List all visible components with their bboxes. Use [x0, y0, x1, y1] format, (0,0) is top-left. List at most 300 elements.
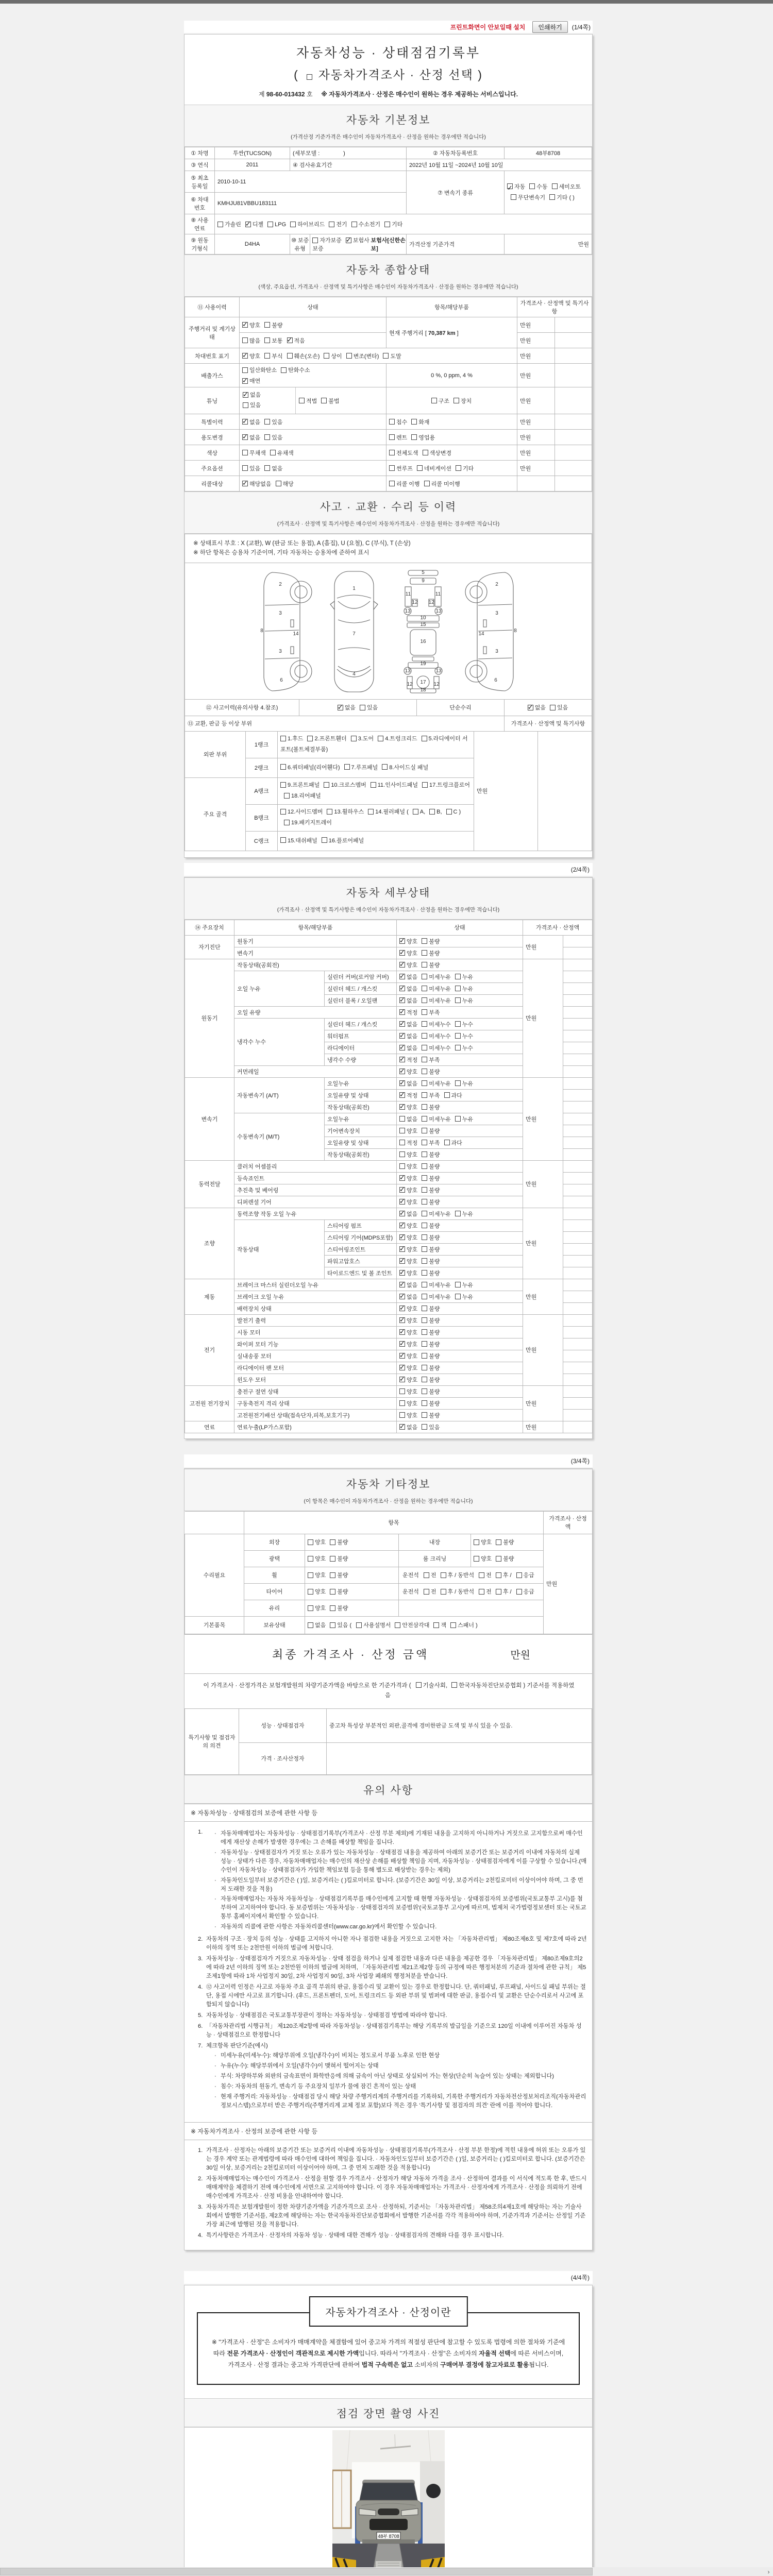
checkbox[interactable] — [399, 997, 405, 1003]
option-label: 운전석 — [402, 1572, 419, 1579]
checkbox[interactable] — [399, 1128, 405, 1133]
checkbox[interactable] — [422, 1057, 427, 1062]
checkbox[interactable] — [507, 183, 513, 189]
checkbox[interactable] — [422, 962, 427, 968]
checkbox[interactable] — [455, 1282, 461, 1287]
checkbox[interactable] — [422, 1341, 427, 1347]
checkbox[interactable] — [399, 938, 405, 944]
checkbox[interactable] — [450, 1622, 456, 1628]
checkbox[interactable] — [423, 450, 428, 455]
checkbox[interactable] — [324, 782, 329, 788]
checkbox[interactable] — [422, 1282, 427, 1287]
notice-item-number: 4. — [198, 2232, 203, 2239]
checkbox[interactable] — [327, 809, 332, 815]
checkbox[interactable] — [422, 1377, 427, 1382]
checkbox[interactable] — [516, 1589, 522, 1595]
checkbox[interactable] — [422, 1388, 427, 1394]
state-cell — [397, 1030, 523, 1042]
checkbox[interactable] — [264, 419, 270, 425]
device-cell: 동력전달 — [185, 1160, 234, 1208]
checkbox[interactable] — [321, 398, 327, 403]
checkbox[interactable] — [389, 434, 395, 440]
checkbox[interactable] — [399, 1080, 405, 1086]
checkbox[interactable] — [270, 450, 276, 455]
checkbox[interactable] — [474, 1556, 479, 1562]
checkbox[interactable] — [399, 1175, 405, 1181]
checkbox[interactable] — [399, 1199, 405, 1205]
checkbox[interactable] — [455, 1045, 461, 1050]
checkbox[interactable] — [399, 1258, 405, 1264]
checkbox[interactable] — [422, 1424, 427, 1430]
checkbox[interactable] — [455, 997, 461, 1003]
checkbox[interactable] — [422, 1116, 427, 1122]
checkbox[interactable] — [511, 194, 516, 200]
checkbox[interactable] — [422, 1128, 427, 1133]
price-survey-select-checkbox[interactable] — [307, 74, 312, 80]
checkbox[interactable] — [422, 997, 427, 1003]
checkbox[interactable] — [516, 1572, 522, 1578]
checkbox[interactable] — [267, 222, 273, 227]
checkbox[interactable] — [399, 1151, 405, 1157]
checkbox[interactable] — [264, 337, 270, 343]
checkbox[interactable] — [280, 782, 286, 788]
checkbox[interactable] — [338, 705, 343, 710]
diagram-part-number: 8 — [513, 628, 517, 634]
checkbox[interactable] — [441, 1572, 446, 1578]
checkbox[interactable] — [422, 1329, 427, 1335]
checkbox[interactable] — [399, 1282, 405, 1287]
checkbox[interactable] — [455, 1080, 461, 1086]
checkbox[interactable] — [281, 367, 287, 373]
option-label: 양호 — [407, 1353, 418, 1360]
diagram-part-number: 7 — [352, 631, 356, 637]
checkbox[interactable] — [422, 1258, 427, 1264]
scrollbar-thumb[interactable] — [0, 2568, 593, 2575]
option-label: C ) — [453, 809, 461, 816]
checkbox[interactable] — [424, 1589, 429, 1595]
notice-head-2: ※ 자동차가격조사 · 산정의 보증에 관한 사항 등 — [184, 2122, 592, 2140]
option-label: 12.사이드멤버 — [288, 809, 323, 816]
checkbox[interactable] — [422, 1400, 427, 1406]
option-label: 양호 — [407, 1388, 418, 1395]
checkbox[interactable] — [422, 1412, 427, 1418]
checkbox[interactable] — [399, 1234, 405, 1240]
checkbox[interactable] — [389, 419, 395, 425]
notice-items-2 — [184, 2140, 592, 2250]
checkbox[interactable] — [399, 974, 405, 979]
option-label: 미세누유 — [429, 974, 451, 980]
notice-item-text: ⑫ 사고이력 인정은 사고로 자동차 주요 골격 부위의 판금, 용접수리 및 교환이 있는 경우로 한정합니다. 단, 쿼터패널, 루프패널, 사이드실 패널 부위는 절단, 용접 시에만 사고로 표기합니다. (후드, 프론트펜더, 도어, 트렁크리드 등 외판 부위 및 범퍼에 대한 판금, 용접수리 및 교환은 단순수리로서 사고에 포함되지 않습니다) — [206, 1984, 586, 2008]
checkbox[interactable] — [455, 1033, 461, 1039]
checkbox[interactable] — [496, 1556, 501, 1562]
item-cell: 추진축 및 베어링 — [234, 1184, 397, 1196]
checkbox[interactable] — [243, 392, 248, 398]
checkbox[interactable] — [455, 986, 461, 991]
checkbox[interactable] — [446, 809, 452, 815]
checkbox[interactable] — [399, 1069, 405, 1074]
checkbox[interactable] — [411, 434, 417, 440]
checkbox[interactable] — [399, 1294, 405, 1299]
horizontal-scrollbar[interactable] — [0, 2567, 773, 2576]
item-cell: 시동 모터 — [234, 1326, 397, 1338]
checkbox[interactable] — [264, 353, 270, 359]
checkbox[interactable] — [399, 1388, 405, 1394]
accident-history-table — [184, 699, 592, 732]
checkbox[interactable] — [284, 793, 290, 799]
checkbox[interactable] — [422, 1140, 427, 1145]
notice-item-number: 3. — [198, 1956, 203, 1962]
checkbox[interactable] — [422, 1033, 427, 1039]
fuel-options — [215, 214, 592, 234]
checkbox[interactable] — [422, 1234, 427, 1240]
checkbox[interactable] — [360, 705, 365, 710]
checkbox[interactable] — [287, 337, 293, 343]
checkbox[interactable] — [455, 1021, 461, 1027]
checkbox[interactable] — [474, 1539, 479, 1545]
checkbox[interactable] — [399, 1353, 405, 1359]
checkbox[interactable] — [330, 1605, 335, 1611]
checkbox[interactable] — [242, 337, 248, 343]
checkbox[interactable] — [399, 1329, 405, 1335]
option-label: 양호 — [407, 1234, 418, 1241]
basic-info-band: 자동차 기본정보 (가격산정 기준가격은 매수인이 자동차가격조사 · 산정을 원하는 경우에만 적습니다) — [184, 105, 592, 147]
checkbox[interactable] — [287, 353, 293, 359]
checkbox[interactable] — [422, 938, 427, 944]
note-cell — [563, 982, 593, 994]
item-cell: 커먼레일 — [234, 1065, 397, 1077]
checkbox[interactable] — [344, 764, 350, 770]
checkbox[interactable] — [496, 1572, 501, 1578]
checkbox[interactable] — [368, 809, 374, 815]
checkbox[interactable] — [284, 820, 290, 825]
checkbox[interactable] — [399, 1092, 405, 1098]
checkbox[interactable] — [378, 736, 383, 741]
note-cell — [563, 947, 593, 959]
checkbox[interactable] — [307, 736, 313, 741]
checkbox[interactable] — [399, 1412, 405, 1418]
print-button[interactable]: 인쇄하기 — [532, 21, 567, 33]
checkbox[interactable] — [399, 986, 405, 991]
checkbox[interactable] — [444, 1140, 450, 1145]
checkbox[interactable] — [308, 1539, 313, 1545]
option-label: 양호 — [407, 1329, 418, 1336]
checkbox[interactable] — [399, 1057, 405, 1062]
checkbox[interactable] — [479, 1572, 484, 1578]
checkbox[interactable] — [399, 962, 405, 968]
checkbox[interactable] — [308, 1589, 313, 1595]
option-label: 불량 — [429, 1187, 440, 1194]
notice-item-number: 3. — [198, 2204, 203, 2210]
table-row — [185, 1160, 593, 1172]
checkbox[interactable] — [422, 1353, 427, 1359]
checkbox[interactable] — [308, 1622, 313, 1628]
checkbox[interactable] — [528, 705, 533, 710]
checkbox[interactable] — [242, 465, 248, 471]
checkbox[interactable] — [242, 434, 248, 440]
checkbox[interactable] — [429, 809, 435, 815]
checkbox[interactable] — [346, 238, 351, 243]
checkbox[interactable] — [455, 974, 461, 979]
checkbox[interactable] — [422, 1163, 427, 1169]
option-label: 응급 — [523, 1589, 534, 1596]
option-label: 14.필러패널 ( — [375, 809, 409, 816]
checkbox[interactable] — [441, 1589, 446, 1595]
checkbox[interactable] — [399, 1009, 405, 1015]
checkbox[interactable] — [424, 1572, 429, 1578]
checkbox[interactable] — [389, 450, 395, 455]
checkbox[interactable] — [330, 1539, 335, 1545]
note-cell — [563, 1314, 593, 1326]
checkbox[interactable] — [496, 1589, 501, 1595]
notice-band: 유의 사항 — [184, 1775, 592, 1804]
checkbox[interactable] — [416, 1682, 422, 1688]
checkbox[interactable] — [399, 1317, 405, 1323]
option-label: 불량 — [429, 950, 440, 957]
checkbox[interactable] — [395, 1622, 400, 1628]
checkbox[interactable] — [417, 465, 423, 471]
checkbox[interactable] — [330, 1622, 335, 1628]
checkbox[interactable] — [243, 402, 248, 408]
checkbox[interactable] — [322, 837, 327, 843]
checkbox[interactable] — [433, 1622, 439, 1628]
option-label: 불량 — [337, 1539, 348, 1546]
checkbox[interactable] — [422, 1187, 427, 1193]
checkbox[interactable] — [479, 1589, 484, 1595]
checkbox[interactable] — [389, 481, 395, 486]
checkbox[interactable] — [422, 1211, 427, 1216]
note-cell — [563, 1006, 593, 1018]
checkbox[interactable] — [422, 1151, 427, 1157]
option-label: 불량 — [337, 1572, 348, 1579]
checkbox[interactable] — [411, 419, 417, 425]
state-cell — [397, 947, 523, 959]
checkbox[interactable] — [422, 1294, 427, 1299]
checkbox[interactable] — [422, 1045, 427, 1050]
table-row — [185, 959, 593, 971]
checkbox[interactable] — [264, 434, 270, 440]
checkbox[interactable] — [299, 398, 305, 403]
checkbox[interactable] — [330, 1556, 335, 1562]
checkbox[interactable] — [242, 481, 248, 486]
checkbox[interactable] — [422, 1317, 427, 1323]
checkbox[interactable] — [399, 1424, 405, 1430]
checkbox[interactable] — [422, 1199, 427, 1205]
checkbox[interactable] — [242, 450, 248, 455]
option-label: 부족 — [429, 1140, 440, 1146]
option-label: 스패너 — [458, 1622, 475, 1629]
checkbox[interactable] — [399, 1163, 405, 1169]
checkbox[interactable] — [552, 183, 558, 189]
checkbox[interactable] — [280, 736, 286, 741]
checkbox[interactable] — [242, 378, 248, 384]
checkbox[interactable] — [242, 367, 248, 373]
sub-item-cell: 실린더 블록 / 오일팬 — [325, 994, 397, 1006]
checkbox[interactable] — [444, 1092, 450, 1098]
checkbox[interactable] — [280, 837, 286, 843]
option-label: 양호 — [407, 1365, 418, 1371]
option-label: 전 — [430, 1572, 436, 1579]
checkbox[interactable] — [455, 1211, 461, 1216]
checkbox[interactable] — [422, 1021, 427, 1027]
option-label: 양호 — [249, 353, 261, 360]
diagram-part-number: 18 — [419, 687, 426, 693]
sub-item-cell: 타이로드엔드 및 볼 조인트 — [325, 1267, 397, 1279]
option-label: 탄화수소 — [288, 367, 310, 374]
checkbox[interactable] — [308, 1556, 313, 1562]
checkbox[interactable] — [389, 465, 395, 471]
checkbox[interactable] — [422, 1069, 427, 1074]
option-label: 불량 — [429, 1246, 440, 1253]
scroll-right-arrow[interactable]: › — [764, 2567, 773, 2576]
diagram-part-number: 3 — [278, 648, 282, 654]
checkbox[interactable] — [399, 1400, 405, 1406]
sub-item-cell: 작동상태(공회전) — [325, 1148, 397, 1160]
checkbox[interactable] — [330, 1572, 335, 1578]
checkbox[interactable] — [399, 1306, 405, 1311]
checkbox[interactable] — [422, 1270, 427, 1276]
sub-item-cell: 스티어링조인트 — [325, 1243, 397, 1255]
checkbox[interactable] — [422, 1080, 427, 1086]
registration-number: 48부8708 — [505, 147, 592, 159]
checkbox[interactable] — [451, 1682, 457, 1688]
option-label: 부족 — [429, 1057, 440, 1063]
notice-bullet: · 누유(누수): 해당부위에서 오일(냉각수)이 맺혀서 떨어지는 상태 — [214, 2063, 379, 2070]
option-label: 없음 — [407, 1424, 418, 1431]
option-label: 구조 — [438, 398, 449, 404]
checkbox[interactable] — [330, 1589, 335, 1595]
checkbox[interactable] — [371, 782, 376, 788]
checkbox[interactable] — [550, 705, 556, 710]
state-cell — [397, 1208, 523, 1219]
checkbox[interactable] — [382, 764, 388, 770]
checkbox[interactable] — [422, 1223, 427, 1228]
checkbox[interactable] — [399, 1246, 405, 1252]
checkbox[interactable] — [496, 1539, 501, 1545]
checkbox[interactable] — [399, 1104, 405, 1110]
diagram-part-number: 12 — [406, 681, 413, 687]
option-label: 13.휠하우스 — [334, 809, 364, 816]
checkbox[interactable] — [399, 1045, 405, 1050]
sub-item-cell: 작동상태(공회전) — [325, 1101, 397, 1113]
checkbox[interactable] — [399, 950, 405, 956]
other-info-table — [184, 1511, 593, 1634]
checkbox[interactable] — [351, 736, 357, 741]
option-label: 있음 — [272, 419, 283, 426]
checkbox[interactable] — [312, 238, 318, 243]
item-cell: 브레이크 마스터 실린더오일 누유 — [234, 1279, 397, 1291]
checkbox[interactable] — [280, 809, 286, 815]
checkbox[interactable] — [422, 782, 428, 788]
checkbox[interactable] — [290, 222, 296, 227]
checkbox[interactable] — [399, 1140, 405, 1145]
checkbox[interactable] — [529, 183, 535, 189]
checkbox[interactable] — [399, 1187, 405, 1193]
checkbox[interactable] — [384, 222, 390, 227]
checkbox[interactable] — [399, 1270, 405, 1276]
checkbox[interactable] — [422, 736, 427, 741]
option-label: 누유 — [462, 974, 474, 980]
checkbox[interactable] — [422, 1175, 427, 1181]
notice-item-number: 5. — [198, 2012, 203, 2019]
table-row — [185, 1208, 593, 1219]
checkbox[interactable] — [276, 481, 281, 486]
checkbox[interactable] — [399, 1365, 405, 1370]
mileage-value: 70,387 km — [428, 330, 456, 336]
checkbox[interactable] — [242, 353, 248, 359]
checkbox[interactable] — [422, 950, 427, 956]
checkbox[interactable] — [242, 419, 248, 425]
checkbox[interactable] — [356, 1622, 362, 1628]
checkbox[interactable] — [245, 222, 251, 227]
checkbox[interactable] — [422, 1365, 427, 1370]
page-indicator-3: (3/4쪽) — [570, 1457, 590, 1465]
photo-band: 점검 장면 촬영 사진 — [184, 2398, 592, 2427]
checkbox[interactable] — [422, 974, 427, 979]
note-cell — [563, 1350, 593, 1362]
table-row: 많음 보통 ✓ 적음 만원 — [185, 333, 592, 348]
checkbox[interactable] — [422, 1092, 427, 1098]
checkbox[interactable] — [399, 1211, 405, 1216]
option-label: 적법 — [306, 398, 317, 404]
checkbox[interactable] — [346, 353, 352, 359]
checkbox[interactable] — [308, 1605, 313, 1611]
checkbox[interactable] — [422, 986, 427, 991]
checkbox[interactable] — [217, 222, 223, 227]
checkbox[interactable] — [399, 1223, 405, 1228]
checkbox[interactable] — [351, 222, 357, 227]
checkbox[interactable] — [456, 465, 461, 471]
checkbox[interactable] — [399, 1033, 405, 1039]
checkbox[interactable] — [422, 1306, 427, 1311]
state-cell — [397, 1148, 523, 1160]
sub-item-cell: 오일유량 및 상태 — [325, 1089, 397, 1101]
checkbox[interactable] — [264, 465, 270, 471]
checkbox[interactable] — [264, 322, 270, 328]
checkbox[interactable] — [422, 1246, 427, 1252]
checkbox[interactable] — [455, 1116, 461, 1122]
option-label: 불량 — [429, 1199, 440, 1206]
checkbox[interactable] — [422, 1009, 427, 1015]
diagram-part-number: 16 — [419, 638, 426, 645]
checkbox[interactable] — [422, 1104, 427, 1110]
option-label: 1.후드 — [288, 736, 304, 742]
page-indicator-1: (1/4쪽) — [572, 23, 591, 31]
state-cell — [397, 1267, 523, 1279]
checkbox[interactable] — [280, 764, 286, 770]
checkbox[interactable] — [413, 809, 418, 815]
checkbox[interactable] — [453, 398, 459, 403]
checkbox[interactable] — [324, 353, 329, 359]
checkbox[interactable] — [383, 353, 389, 359]
option-label: 양호 — [481, 1539, 492, 1546]
checkbox[interactable] — [549, 194, 555, 200]
checkbox[interactable] — [455, 1294, 461, 1299]
checkbox[interactable] — [329, 222, 334, 227]
checkbox[interactable] — [308, 1572, 313, 1578]
option-label: 미세누수 — [429, 1033, 451, 1040]
page-strip-2 — [184, 863, 593, 876]
checkbox[interactable] — [424, 481, 430, 486]
checkbox[interactable] — [399, 1021, 405, 1027]
checkbox[interactable] — [399, 1377, 405, 1382]
checkbox[interactable] — [399, 1116, 405, 1122]
inspector-opinion: 중고차 특성상 부분적인 외판,골격에 경미한판금 도색 및 부식 있을 수 있음. — [327, 1708, 592, 1742]
text-segment: 자율적 선택 — [479, 2350, 511, 2358]
checkbox[interactable] — [399, 1341, 405, 1347]
checkbox[interactable] — [242, 322, 248, 328]
note-cell — [563, 1421, 593, 1433]
checkbox[interactable] — [431, 398, 437, 403]
